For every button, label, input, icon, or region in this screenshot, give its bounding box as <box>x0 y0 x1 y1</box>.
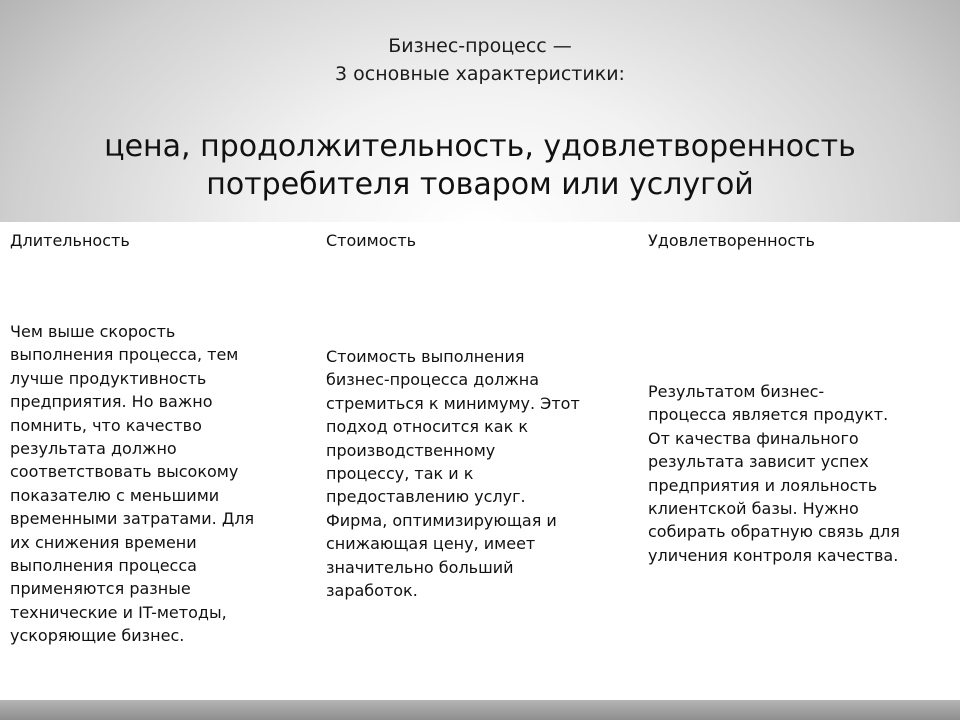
bottom-bar <box>0 700 960 720</box>
column-satisfaction <box>648 222 953 700</box>
text-line: Результатом бизнес- <box>648 382 825 401</box>
text-line: технические и IT-методы, <box>10 602 227 622</box>
text-line: От качества финального <box>648 428 859 448</box>
text-line: выполнения процесса <box>10 556 197 576</box>
text-line: предприятия. Но важно <box>10 392 213 412</box>
content-panel <box>0 222 960 700</box>
column-text <box>648 380 953 567</box>
slide-title <box>0 32 960 88</box>
text-line: стремиться к минимуму. Этот <box>326 393 580 413</box>
text-line: выполнения процесса, тем <box>10 345 239 365</box>
text-line: подход относится как к <box>326 417 528 437</box>
text-line: снижающая цену, имеет <box>326 534 536 554</box>
text-line: процессу, так и к <box>326 464 474 484</box>
text-line: уличения контроля качества. <box>648 545 899 565</box>
slide-title-line: 3 основные характеристики: <box>335 63 625 85</box>
text-line: помнить, что качество <box>10 415 202 435</box>
text-line: процесса является продукт. <box>648 405 889 425</box>
slide-subtitle-line: цена, продолжительность, удовлетворенность <box>104 129 856 164</box>
text-line: применяются разные <box>10 579 191 599</box>
text-line: лучше продуктивность <box>10 368 207 388</box>
column-heading: Удовлетворенность <box>648 231 815 250</box>
text-line: временными затратами. Для <box>10 509 255 529</box>
text-line: их снижения времени <box>10 532 197 552</box>
text-line: ускоряющие бизнес. <box>10 626 185 646</box>
text-line: предприятия и лояльность <box>648 475 878 495</box>
column-cost <box>326 222 626 700</box>
text-line: соответствовать высокому <box>10 462 239 482</box>
column-heading: Длительность <box>10 231 130 250</box>
text-line: показателю с меньшими <box>10 485 220 505</box>
slide-title-line: Бизнес-процесс — <box>388 35 572 57</box>
text-line: результата должно <box>10 439 177 459</box>
text-line: клиентской базы. Нужно <box>648 499 859 519</box>
slide-subtitle-line: потребителя товаром или услугой <box>206 167 754 202</box>
text-line: собирать обратную связь для <box>648 522 900 542</box>
text-line: Чем выше скорость <box>10 322 176 341</box>
text-line: бизнес-процесса должна <box>326 370 540 390</box>
text-line: производственному <box>326 440 496 460</box>
column-heading: Стоимость <box>326 231 417 250</box>
text-line: заработок. <box>326 581 418 601</box>
text-line: Стоимость выполнения <box>326 347 525 366</box>
text-line: результата зависит успех <box>648 452 869 472</box>
text-line: предоставлению услуг. <box>326 487 526 507</box>
column-duration <box>10 222 310 700</box>
text-line: Фирма, оптимизирующая и <box>326 510 557 530</box>
column-text <box>10 320 310 648</box>
slide-subtitle <box>0 128 960 204</box>
text-line: значительно больший <box>326 557 514 577</box>
column-text <box>326 345 626 602</box>
